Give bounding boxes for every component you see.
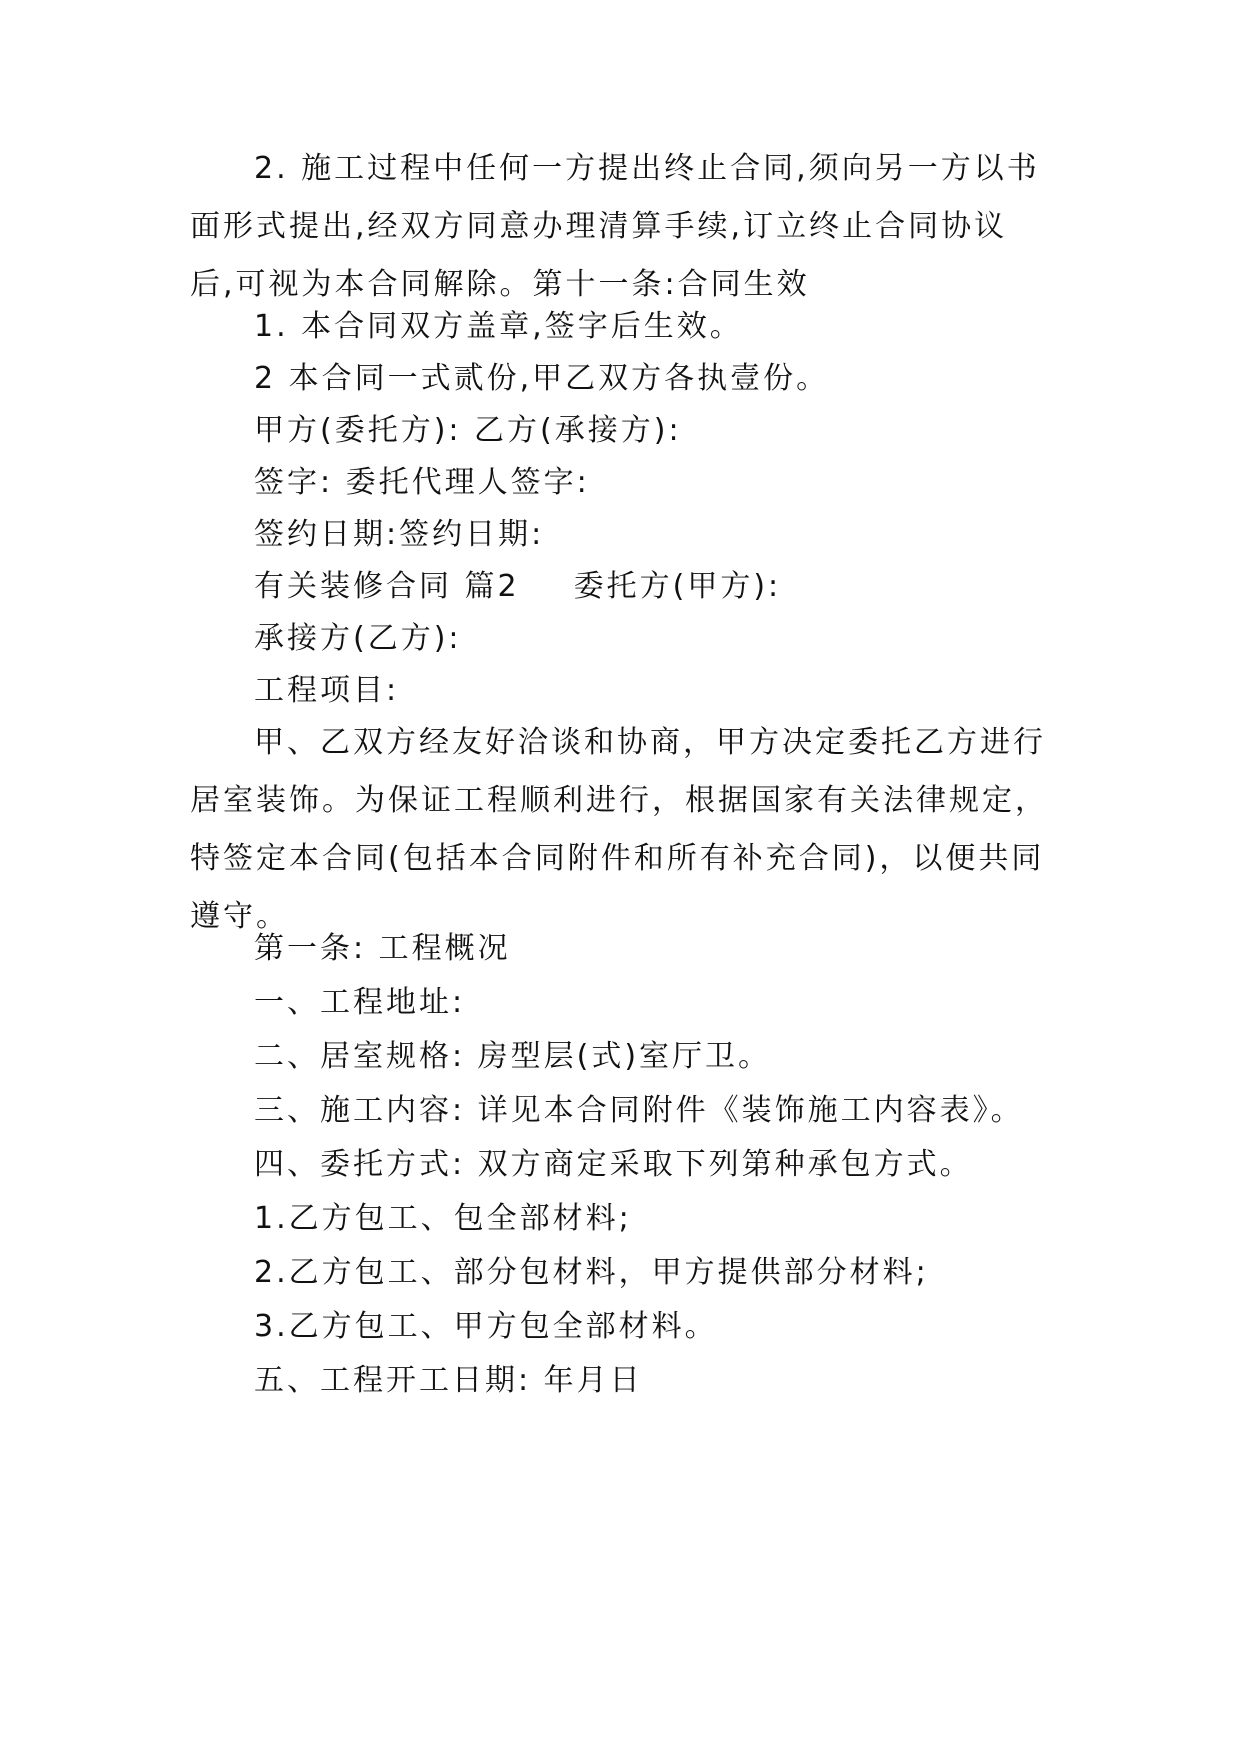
paragraph-parties: 甲方(委托方): 乙方(承接方): [254,413,682,448]
paragraph-content: 三、施工内容: 详见本合同附件《装饰施工内容表》。 [254,1093,1024,1128]
client-label: 委托方(甲方): [573,569,782,604]
paragraph-project: 工程项目: [254,673,400,708]
paragraph-method: 四、委托方式: 双方商定采取下列第种承包方式。 [254,1147,973,1182]
paragraph-contractor: 承接方(乙方): [254,621,462,656]
paragraph-signature: 签字: 委托代理人签字: [254,465,590,500]
paragraph-option-2: 2.乙方包工、部分包材料，甲方提供部分材料; [254,1255,929,1290]
paragraph-address: 一、工程地址: [254,985,466,1020]
paragraph-room-spec: 二、居室规格: 房型层(式)室厅卫。 [254,1039,772,1074]
contract-heading-line [190,558,1050,616]
paragraph-option-3: 3.乙方包工、甲方包全部材料。 [254,1309,718,1344]
paragraph-termination: 2. 施工过程中任何一方提出终止合同,须向另一方以书面形式提出,经双方同意办理清算手续,订立终止合同协议后,可视为本合同解除。第十一条:合同生效 [190,151,1040,302]
paragraph-sign-date: 签约日期:签约日期: [254,517,545,552]
paragraph-agreement: 甲、乙双方经友好洽谈和协商，甲方决定委托乙方进行居室装饰。为保证工程顺利进行，根据国家有关法律规定，特签定本合同(包括本合同附件和所有补充合同)，以便共同遵守。 [190,725,1048,934]
paragraph-start-date: 五、工程开工日期: 年月日 [254,1363,643,1398]
contract-title: 有关装修合同 篇2 [254,569,520,604]
section-heading-overview: 第一条: 工程概况 [254,931,511,966]
paragraph-copies: 2 本合同一式贰份,甲乙双方各执壹份。 [254,361,830,396]
paragraph-effective: 1. 本合同双方盖章,签字后生效。 [254,309,743,344]
paragraph-option-1: 1.乙方包工、包全部材料; [254,1201,632,1236]
